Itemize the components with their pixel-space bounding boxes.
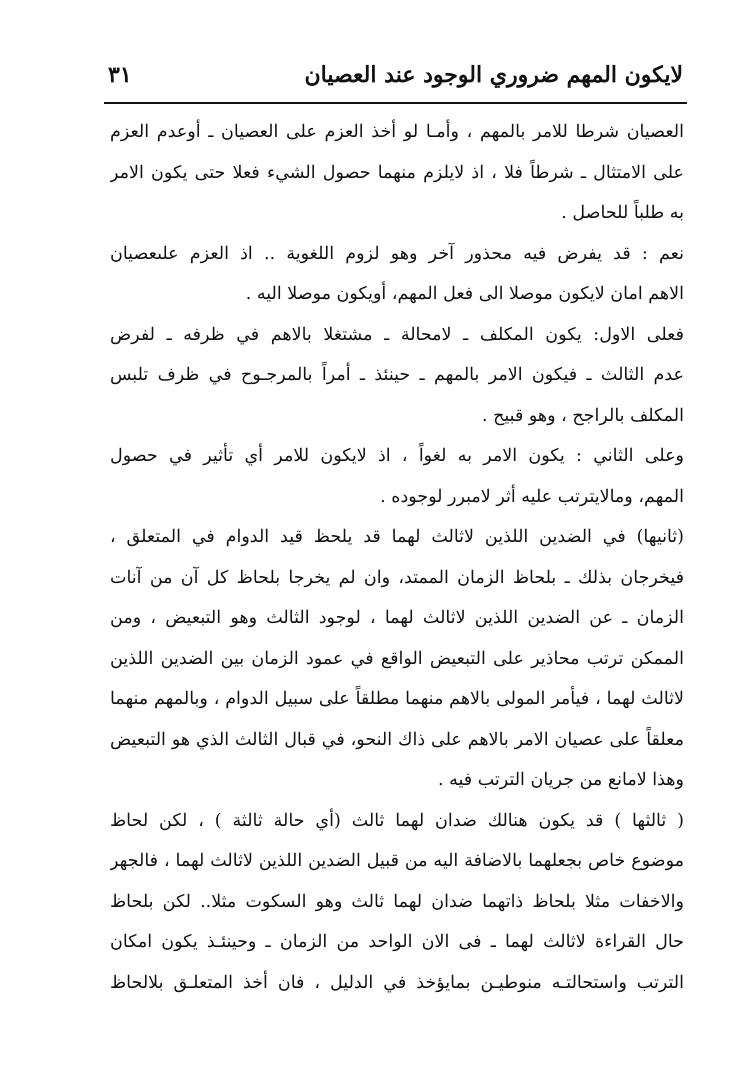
text-line: حال القراءة لاثالث لهما ـ فى الان الواحد من الزمان ـ وحينئـذ يكون امكان — [110, 932, 684, 952]
text-line: الترتب واستحالتـه منوطيـن بمايؤخذ في الدليل ، فان أخذ المتعلـق بلالحاظ — [110, 972, 684, 993]
text-line: عدم الثالث ـ فيكون الامر بالمهم ـ حينئذ ـ أمراً بالمرجـوح في ظرف تلبس — [110, 365, 684, 385]
text-line: فعلى الاول: يكون المكلف ـ لامحالة ـ مشتغلا بالاهم في ظرفه ـ لفرض — [110, 324, 684, 345]
text-line: به طلباً للحاصل . — [561, 203, 684, 223]
text-line: معلقاً على عصيان الامر بالاهم على ذاك النحو، في قبال الثالث الذي هو التبعيض — [110, 729, 684, 750]
text-line: وهذا لامانع من جريان الترتب فيه . — [438, 770, 684, 790]
text-line: المهم، ومالايترتب عليه أثر لامبرر لوجوده . — [380, 486, 684, 507]
text-line: فيخرجان بذلك ـ بلحاظ الزمان الممتد، وان لم يخرجا بلحاظ كل آن من آنات — [110, 567, 684, 588]
text-line: الزمان ـ عن الضدين اللذين لاثالث لهما ، لوجود الثالث وهو التبعيض ، ومن — [110, 608, 684, 628]
text-line: ( ثالثها ) قد يكون هنالك ضدان لهما ثالث (أي حالة ثالثة ) ، لكن لحاظ — [110, 810, 684, 831]
text-line: المكلف بالراجح ، وهو قبيح . — [481, 405, 684, 426]
text-line: نعم : قد يفرض فيه محذور آخر وهو لزوم اللغوية .. اذ العزم علىعصيان — [110, 243, 684, 264]
text-line: والاخفات مثلا بلحاظ ذاتهما ضدان لهما ثالث وهو السكوت مثلا.. لكن بلحاظ — [110, 891, 684, 912]
text-line: (ثانيها) في الضدين اللذين لاثالث لهما قد يلحظ قيد الدوام في المتعلق ، — [110, 527, 684, 547]
text-line: العصيان شرطا للامر بالمهم ، وأمـا لو أخذ العزم على العصيان ـ أوعدم العزم — [110, 122, 684, 142]
text-line: وعلى الثاني : يكون الامر به لغواً ، اذ لايكون للامر أي تأثير في حصول — [110, 446, 684, 466]
header-title: لايكون المهم ضروري الوجود عند العصيان — [304, 62, 683, 88]
running-header — [108, 58, 683, 98]
page-number: ٣١ — [108, 62, 132, 88]
text-line: على الامتثال ـ شرطاً فلا ، اذ لايلزم منهما حصول الشيء فعلا حتى يكون الامر — [110, 162, 684, 183]
header-rule — [104, 102, 687, 104]
text-line: الممكن ترتب محاذير على التبعيض الواقع في عمود الزمان بين الضدين اللذين — [110, 648, 684, 669]
text-line: موضوع خاص بجعلهما بالاضافة اليه من قبيل الضدين اللذين لاثالث لهما ، فالجهر — [110, 851, 684, 871]
text-line: لاثالث لهما ، فيأمر المولى بالاهم منهما مطلقاً على سبيل الدوام ، وبالمهم منهما — [110, 689, 684, 709]
body-text — [110, 112, 684, 1003]
text-line: الاهم امان لايكون موصلا الى فعل المهم، أويكون موصلا اليه . — [245, 284, 684, 304]
